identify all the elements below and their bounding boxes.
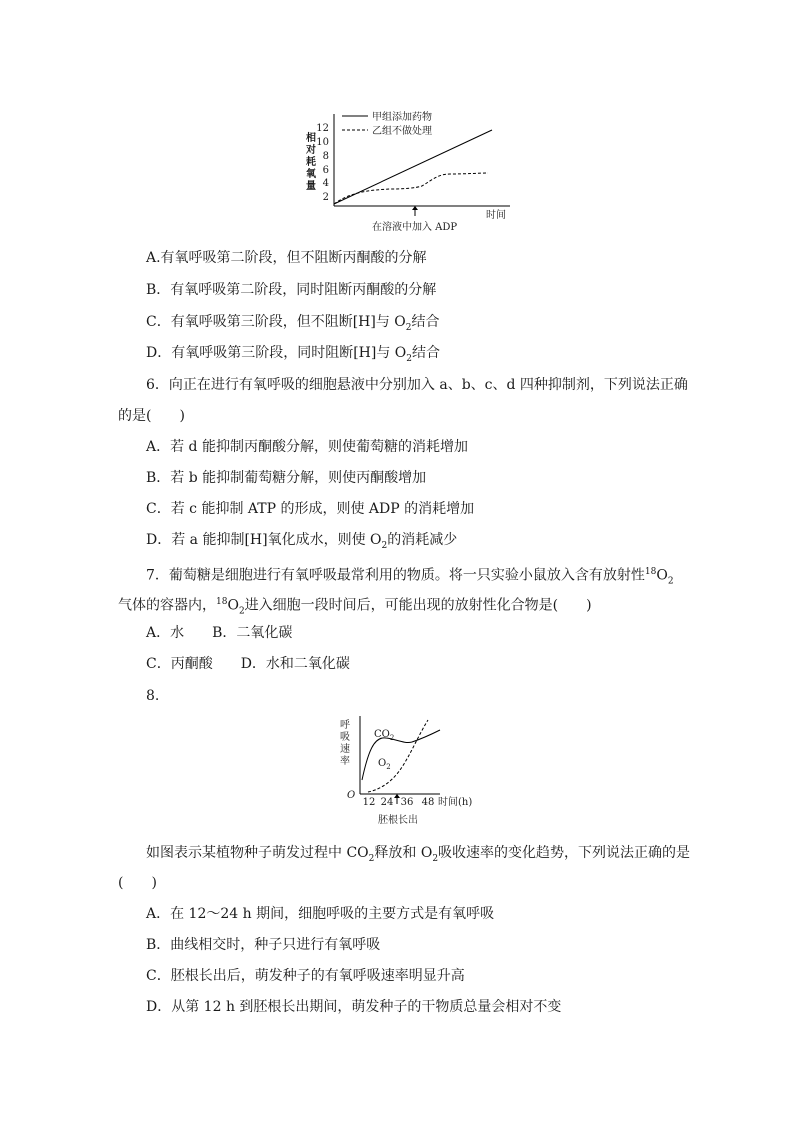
y-tick: 4 — [322, 178, 329, 189]
q7-options-row2: C．丙酮酸 D．水和二氧化碳 — [146, 656, 350, 672]
q6-stem-line2: 的是( ) — [118, 408, 185, 424]
q5-option-b: B．有氧呼吸第二阶段，同时阻断丙酮酸的分解 — [146, 282, 437, 298]
q8-stem-line1: 如图表示某植物种子萌发过程中 $CO_2$释放和 $O_2$吸收速率的变化趋势，下列说法正确的是 — [146, 845, 691, 864]
svg-text:速: 速 — [340, 744, 350, 755]
x-tick: 24 — [380, 797, 394, 808]
svg-text:量: 量 — [306, 181, 316, 192]
x-tick: 48 — [421, 797, 435, 808]
q8-stem-line2: ( ) — [118, 875, 157, 891]
x-axis-label: 时间 — [486, 210, 506, 221]
series-control-line — [334, 173, 488, 204]
oxygen-consumption-chart — [300, 104, 530, 234]
radicle-annotation: 胚根长出 — [378, 815, 418, 826]
q5-option-a: A.有氧呼吸第二阶段，但不阻断丙酮酸的分解 — [146, 250, 427, 266]
svg-text:呼: 呼 — [340, 720, 350, 731]
q6-option-d: D．若 a 能抑制[H]氧化成水，则使 $O_2$的消耗减少 — [146, 532, 458, 551]
q7-stem-line2: 气体的容器内，$^{18}O_2$进入细胞一段时间后，可能出现的放射性化合物是( ) — [118, 597, 592, 617]
svg-text:率: 率 — [340, 756, 350, 767]
o2-label: $O_2$ — [378, 758, 391, 771]
origin-label: O — [347, 790, 356, 801]
q6-option-a: A．若 d 能抑制丙酮酸分解，则使葡萄糖的消耗增加 — [146, 439, 468, 455]
q8-option-b: B．曲线相交时，种子只进行有氧呼吸 — [146, 937, 381, 953]
y-axis-label — [305, 131, 317, 192]
svg-text:耗: 耗 — [306, 157, 316, 168]
adp-annotation: 在溶液中加入 ADP — [372, 222, 458, 233]
y-tick: 8 — [322, 151, 329, 162]
q6-option-b: B．若 b 能抑制葡萄糖分解，则使丙酮酸增加 — [146, 470, 427, 486]
radicle-arrow-head — [394, 794, 400, 798]
q7-options-row1: A．水 B．二氧化碳 — [146, 625, 293, 641]
co2-label: $CO_2$ — [374, 729, 395, 742]
respiration-rate-chart — [334, 712, 494, 830]
y-tick: 10 — [316, 137, 329, 148]
y-tick: 2 — [322, 192, 329, 203]
svg-text:吸: 吸 — [340, 732, 350, 743]
x-ticks — [363, 797, 435, 808]
y-tick: 12 — [316, 123, 329, 134]
y-tick: 6 — [322, 165, 329, 176]
q8-option-d: D．从第 12 h 到胚根长出期间，萌发种子的干物质总量会相对不变 — [146, 999, 562, 1015]
svg-text:氧: 氧 — [306, 169, 316, 180]
y-axis-label — [340, 719, 350, 767]
q5-option-d: D．有氧呼吸第三阶段，同时阻断[H]与 $O_2$结合 — [146, 345, 441, 364]
q8-option-a: A．在 12～24 h 期间，细胞呼吸的主要方式是有氧呼吸 — [146, 906, 495, 922]
legend-series-a: 甲组添加药物 — [372, 112, 432, 123]
svg-text:对: 对 — [306, 145, 316, 156]
svg-text:相: 相 — [306, 133, 316, 144]
q6-stem-line1: 6．向正在进行有氧呼吸的细胞悬液中分别加入 a、b、c、d 四种抑制剂，下列说法正确 — [146, 377, 688, 393]
q8-number: 8. — [146, 688, 160, 704]
legend-series-b: 乙组不做处理 — [372, 126, 432, 137]
y-ticks — [316, 123, 329, 203]
q8-option-c: C．胚根长出后，萌发种子的有氧呼吸速率明显升高 — [146, 968, 465, 984]
q5-option-c: C．有氧呼吸第三阶段，但不阻断[H]与 $O_2$结合 — [146, 314, 440, 333]
q7-stem-line1: 7．葡萄糖是细胞进行有氧呼吸最常利用的物质。将一只实验小鼠放入含有放射性$^{18}O_2$ — [146, 567, 674, 587]
adp-arrow-head — [412, 206, 418, 210]
x-axis-label: 时间(h) — [438, 797, 473, 808]
q6-option-c: C．若 c 能抑制 ATP 的形成，则使 ADP 的消耗增加 — [146, 501, 475, 517]
x-tick: 12 — [362, 797, 376, 808]
x-tick: 36 — [400, 797, 414, 808]
